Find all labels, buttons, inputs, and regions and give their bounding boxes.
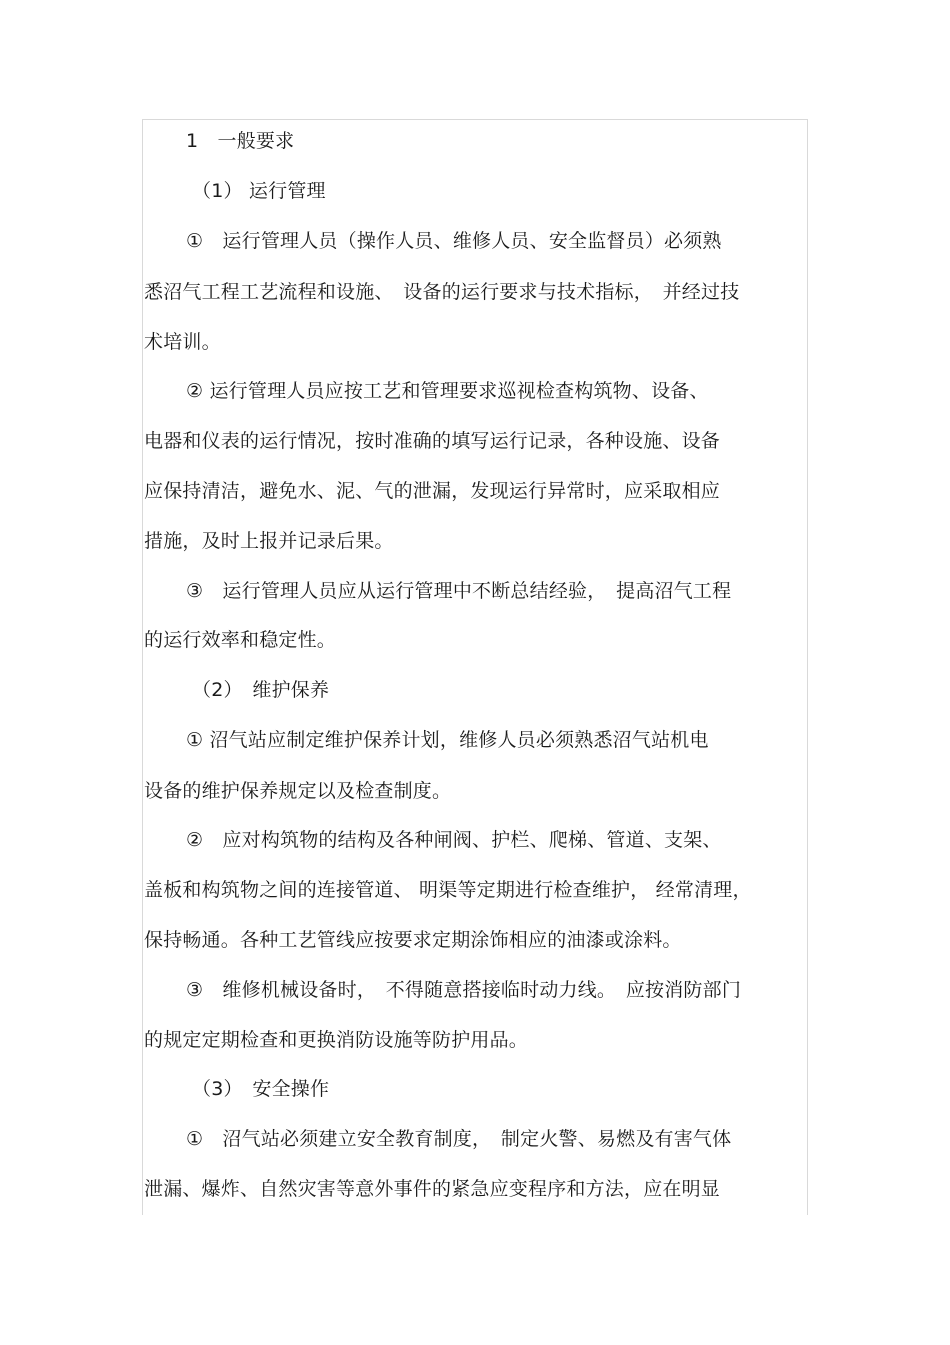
section-heading: 1 一般要求 (186, 130, 295, 152)
paragraph-line: 应保持清洁，避免水、泥、气的泄漏，发现运行异常时，应采取相应 (144, 480, 721, 502)
subsection-heading: （3） 安全操作 (192, 1078, 330, 1100)
paragraph-line: ② 应对构筑物的结构及各种闸阀、护栏、爬梯、管道、支架、 (186, 829, 722, 851)
paragraph-line: ③ 运行管理人员应从运行管理中不断总结经验， 提高沼气工程 (186, 580, 732, 602)
paragraph-line: 保持畅通。各种工艺管线应按要求定期涂饰相应的油漆或涂料。 (144, 929, 682, 951)
paragraph-line: 盖板和构筑物之间的连接管道、 明渠等定期进行检查维护， 经常清理， (144, 879, 752, 901)
paragraph-line: 术培训。 (144, 331, 221, 353)
paragraph-line: ② 运行管理人员应按工艺和管理要求巡视检查构筑物、设备、 (186, 380, 709, 402)
paragraph-line: ① 运行管理人员（操作人员、维修人员、安全监督员）必须熟 (186, 230, 722, 252)
paragraph-line: 泄漏、爆炸、自然灾害等意外事件的紧急应变程序和方法，应在明显 (144, 1178, 721, 1200)
subsection-heading: （1） 运行管理 (192, 180, 326, 202)
paragraph-line: ① 沼气站应制定维护保养计划，维修人员必须熟悉沼气站机电 (186, 729, 709, 751)
paragraph-line: 措施，及时上报并记录后果。 (144, 530, 394, 552)
paragraph-line: 设备的维护保养规定以及检查制度。 (144, 780, 452, 802)
subsection-heading: （2） 维护保养 (192, 679, 330, 701)
paragraph-line: 的规定定期检查和更换消防设施等防护用品。 (144, 1029, 529, 1051)
paragraph-line: 悉沼气工程工艺流程和设施、 设备的运行要求与技术指标， 并经过技 (144, 281, 740, 303)
paragraph-line: ① 沼气站必须建立安全教育制度， 制定火警、易燃及有害气体 (186, 1128, 732, 1150)
paragraph-line: ③ 维修机械设备时， 不得随意搭接临时动力线。 应按消防部门 (186, 979, 742, 1001)
paragraph-line: 电器和仪表的运行情况，按时准确的填写运行记录，各种设施、设备 (144, 430, 721, 452)
paragraph-line: 的运行效率和稳定性。 (144, 629, 337, 651)
